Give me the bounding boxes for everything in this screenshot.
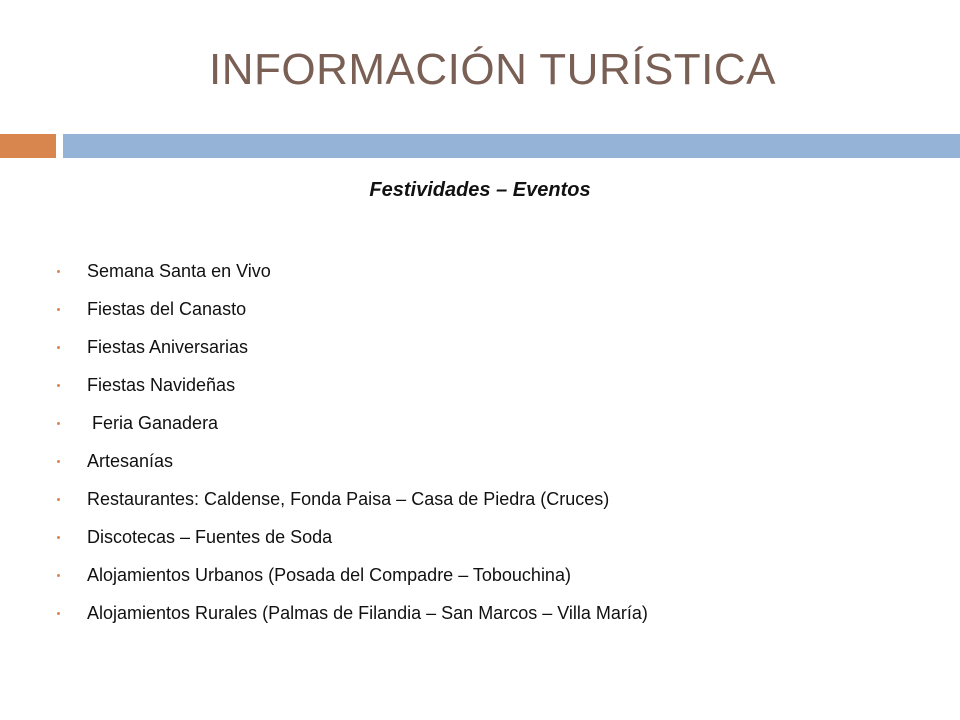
accent-bar-orange xyxy=(0,134,56,158)
list-item-text: Fiestas Navideñas xyxy=(87,375,236,395)
list-item-text: Alojamientos Urbanos (Posada del Compadre – Tobouchina) xyxy=(87,565,571,585)
bullet-icon xyxy=(57,422,60,425)
bullet-icon xyxy=(57,574,60,577)
list-item-text: Discotecas – Fuentes de Soda xyxy=(87,527,333,547)
bullet-icon xyxy=(57,498,60,501)
bullet-icon xyxy=(57,308,60,311)
list-item-text: Fiestas Aniversarias xyxy=(87,337,249,357)
list-item-text: Restaurantes: Caldense, Fonda Paisa – Casa de Piedra (Cruces) xyxy=(87,489,610,509)
bullet-icon xyxy=(57,384,60,387)
bullet-icon xyxy=(57,460,60,463)
list-item-text: Alojamientos Rurales (Palmas de Filandia – San Marcos – Villa María) xyxy=(87,603,648,623)
list-item-text: Fiestas del Canasto xyxy=(87,299,247,319)
slide-subtitle: Festividades – Eventos xyxy=(369,179,591,201)
bullet-icon xyxy=(57,536,60,539)
bullet-icon xyxy=(57,270,60,273)
accent-bar-blue xyxy=(63,134,960,158)
list-item-text: Artesanías xyxy=(87,451,174,471)
list-item-text: Feria Ganadera xyxy=(87,413,219,433)
slide-title: INFORMACIÓN TURÍSTICA xyxy=(208,45,777,94)
bullet-icon xyxy=(57,346,60,349)
bullet-icon xyxy=(57,612,60,615)
list-item-text: Semana Santa en Vivo xyxy=(87,261,271,281)
